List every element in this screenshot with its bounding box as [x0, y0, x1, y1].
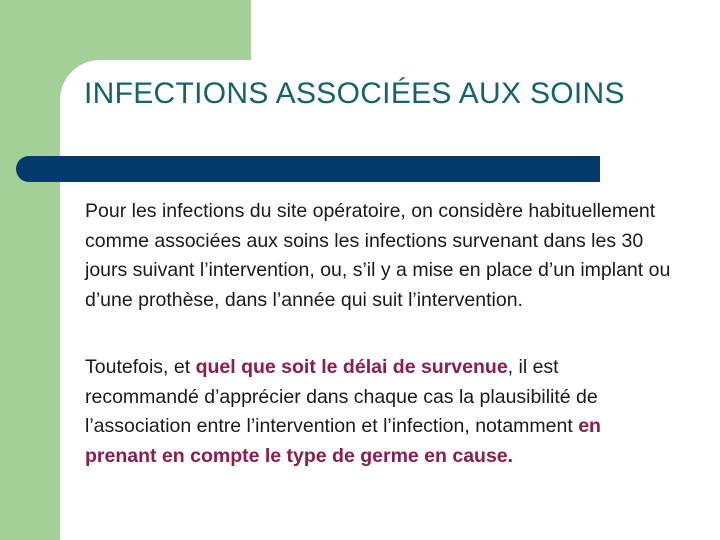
paragraph-2-text-start: Toutefois, et	[85, 356, 196, 378]
paragraph-2-text-middle: , il est recommandé d’apprécier dans chaque cas la plausibilité de l’association entre l’intervention et l’infection, notamment	[85, 356, 598, 437]
paragraph-1: Pour les infections du site opératoire, on considère habituellement comme associées aux soins les infections survenant dans les 30 jours suivant l’intervention, ou, s’il y a mise en place d’un implant ou d’une prothèse, dans l’année qui suit l’intervention.	[85, 200, 671, 311]
highlight-delay: quel que soit le délai de survenue	[195, 356, 508, 378]
paragraph-2	[85, 353, 675, 471]
decorative-green-strip	[0, 0, 60, 540]
title-underline-bar	[16, 156, 600, 182]
slide-title: INFECTIONS ASSOCIÉES AUX SOINS	[84, 77, 625, 110]
highlight-germ-type: en prenant en compte le type de germe en cause.	[85, 415, 601, 467]
